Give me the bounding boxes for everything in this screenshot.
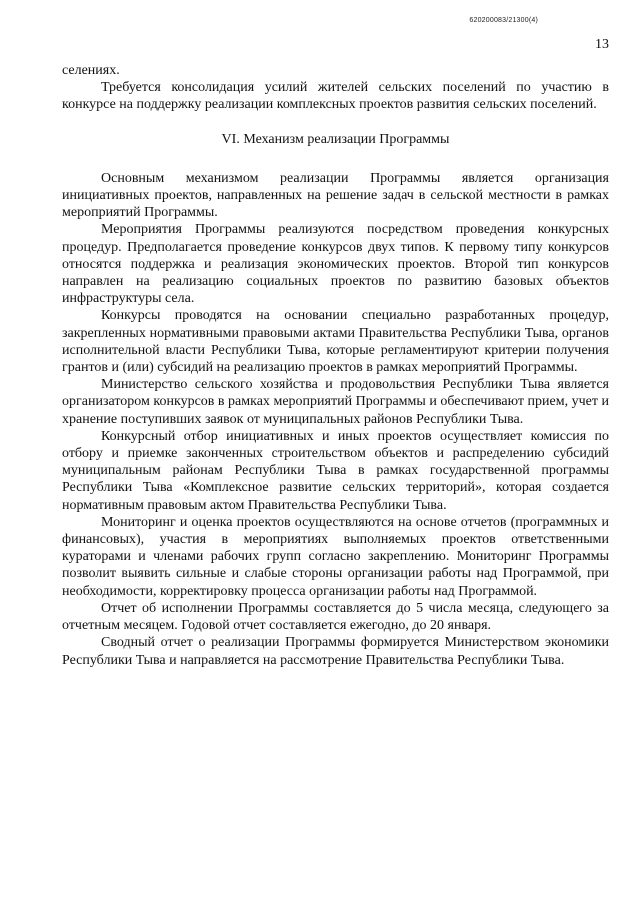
section-heading: VI. Механизм реализации Программы	[221, 131, 450, 147]
intro-paragraph: Требуется консолидация усилий жителей сельских поселений по участию в конкурсе на поддержку реализации комплексных проектов развития сельских поселений.	[62, 80, 609, 113]
paragraph-1: Основным механизмом реализации Программы является организация инициативных проектов, направленных на решение задач в сельской местности в рамках мероприятий Программы.	[62, 170, 609, 221]
paragraph-5: Конкурсный отбор инициативных и иных проектов осуществляет комиссия по отбору и приемке законченных строительством объектов и распределению субсидий муниципальным районам Республики Тыва в рамках государственной программы Республики Тыва «Комплексное развитие сельских территорий», которая создается нормативным правовым актом Правительства Республики Тыва.	[62, 428, 609, 513]
paragraph-6: Мониторинг и оценка проектов осуществляются на основе отчетов (программных и финансовых), участия в мероприятиях выполняемых проектов ответственными кураторами и членами рабочих групп согласно закреплению. Мониторинг Программы позволит выявить сильные и слабые стороны организации работы над Программой, при необходимости, корректировку процесса организации работы над Программой.	[62, 514, 609, 599]
document-body	[62, 62, 609, 669]
page-number: 13	[595, 37, 609, 52]
paragraph-7: Отчет об исполнении Программы составляется до 5 числа месяца, следующего за отчетным месяцем. Годовой отчет составляется ежегодно, до 20 января.	[62, 600, 609, 634]
paragraph-4: Министерство сельского хозяйства и продовольствия Республики Тыва является организатором конкурсов в рамках мероприятий Программы и обеспечивают прием, учет и хранение поступивших заявок от муниципальных районов Республики Тыва.	[62, 377, 609, 427]
document-code: 620200083/21300(4)	[469, 17, 538, 24]
paragraph-2: Мероприятия Программы реализуются посредством проведения конкурсных процедур. Предполагается проведение конкурсов двух типов. К первому типу конкурсов относятся поддержка и реализация экономических проектов. Второй тип конкурсов направлен на реализацию социальных проектов по развитию базовых объектов инфраструктуры села.	[62, 222, 609, 307]
continuation-text: селениях.	[62, 63, 120, 78]
paragraph-8: Сводный отчет о реализации Программы формируется Министерством экономики Республики Тыва и направляется на рассмотрение Правительства Республики Тыва.	[62, 635, 609, 668]
paragraph-3: Конкурсы проводятся на основании специально разработанных процедур, закрепленных нормативными правовыми актами Правительства Республики Тыва, органов исполнительной власти Республики Тыва, которые регламентируют критерии получения грантов и (или) субсидий на реализацию проектов в рамках мероприятий Программы.	[62, 308, 609, 376]
